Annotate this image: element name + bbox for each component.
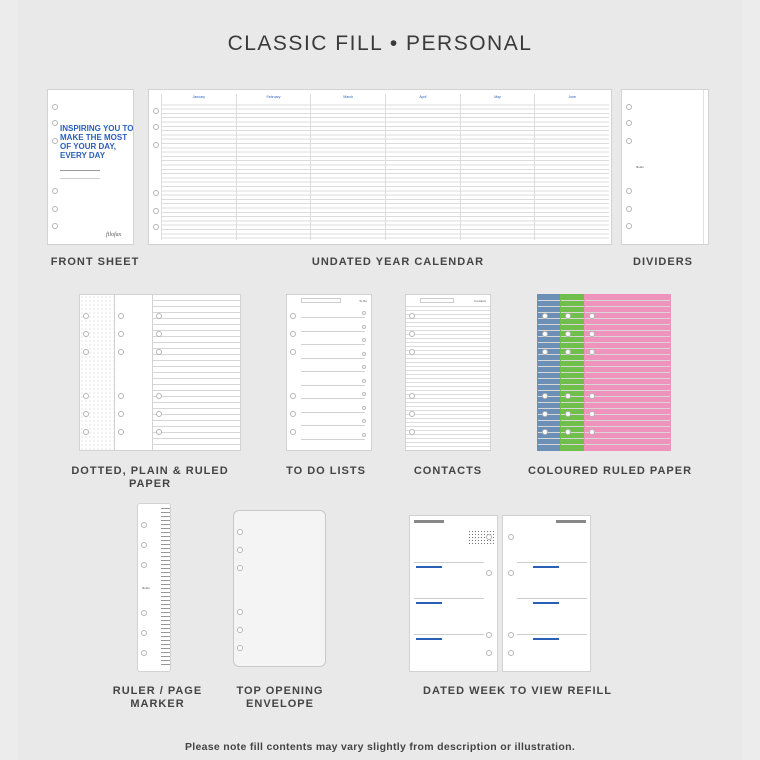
week-right-page: [502, 515, 591, 672]
todo-list-image: To Do: [286, 294, 372, 451]
envelope-label: [225, 685, 335, 711]
ruler-label-line1: RULER / PAGE: [112, 685, 203, 697]
ruler-image: filofax: [137, 503, 171, 672]
paper-label: DOTTED, PLAIN & RULED PAPER: [71, 465, 229, 490]
calendar-month-column: [161, 94, 236, 240]
ruler-label: [100, 685, 215, 711]
todo-label: TO DO LISTS: [286, 465, 366, 477]
contacts-image: Contacts: [405, 294, 491, 451]
dividers-image: filofax: [621, 89, 709, 245]
contacts-label: CONTACTS: [413, 465, 483, 477]
front-sheet-label: FRONT SHEET: [50, 256, 140, 268]
filofax-logo: filofax: [106, 232, 122, 238]
calendar-month-column: [460, 94, 535, 240]
calendar-month-name: March: [343, 95, 354, 99]
envelope-label-line2: ENVELOPE: [246, 698, 314, 710]
week-left-page: [409, 515, 498, 672]
calendar-month-name: April: [419, 95, 427, 99]
calendar-month-column: [534, 94, 609, 240]
year-calendar-image: [148, 89, 612, 245]
calendar-month-name: June: [568, 95, 576, 99]
front-sheet-image: [47, 89, 134, 245]
calendar-month-column: [310, 94, 385, 240]
coloured-paper-pink: [584, 294, 671, 451]
envelope-image: [233, 510, 326, 667]
calendar-month-column: [236, 94, 311, 240]
ruler-label-line2: MARKER: [130, 698, 185, 710]
week-label: DATED WEEK TO VIEW REFILL: [423, 685, 612, 697]
page-title: CLASSIC FILL • PERSONAL: [227, 32, 533, 55]
calendar-month-name: February: [266, 95, 281, 99]
front-sheet-headline: INSPIRING YOU TO MAKE THE MOST OF YOUR DAY, EVERY DAY: [60, 124, 134, 160]
dividers-label: DIVIDERS: [633, 256, 693, 268]
envelope-label-line1: TOP OPENING: [236, 685, 324, 697]
calendar-month-name: May: [494, 95, 501, 99]
coloured-paper-label: COLOURED RULED PAPER: [527, 465, 693, 477]
footnote: Please note fill contents may vary slightly from description or illustration.: [184, 741, 576, 753]
calendar-month-name: January: [192, 95, 206, 99]
year-calendar-label: UNDATED YEAR CALENDAR: [311, 256, 485, 268]
ruled-paper-image: [152, 294, 241, 451]
calendar-month-column: [385, 94, 460, 240]
